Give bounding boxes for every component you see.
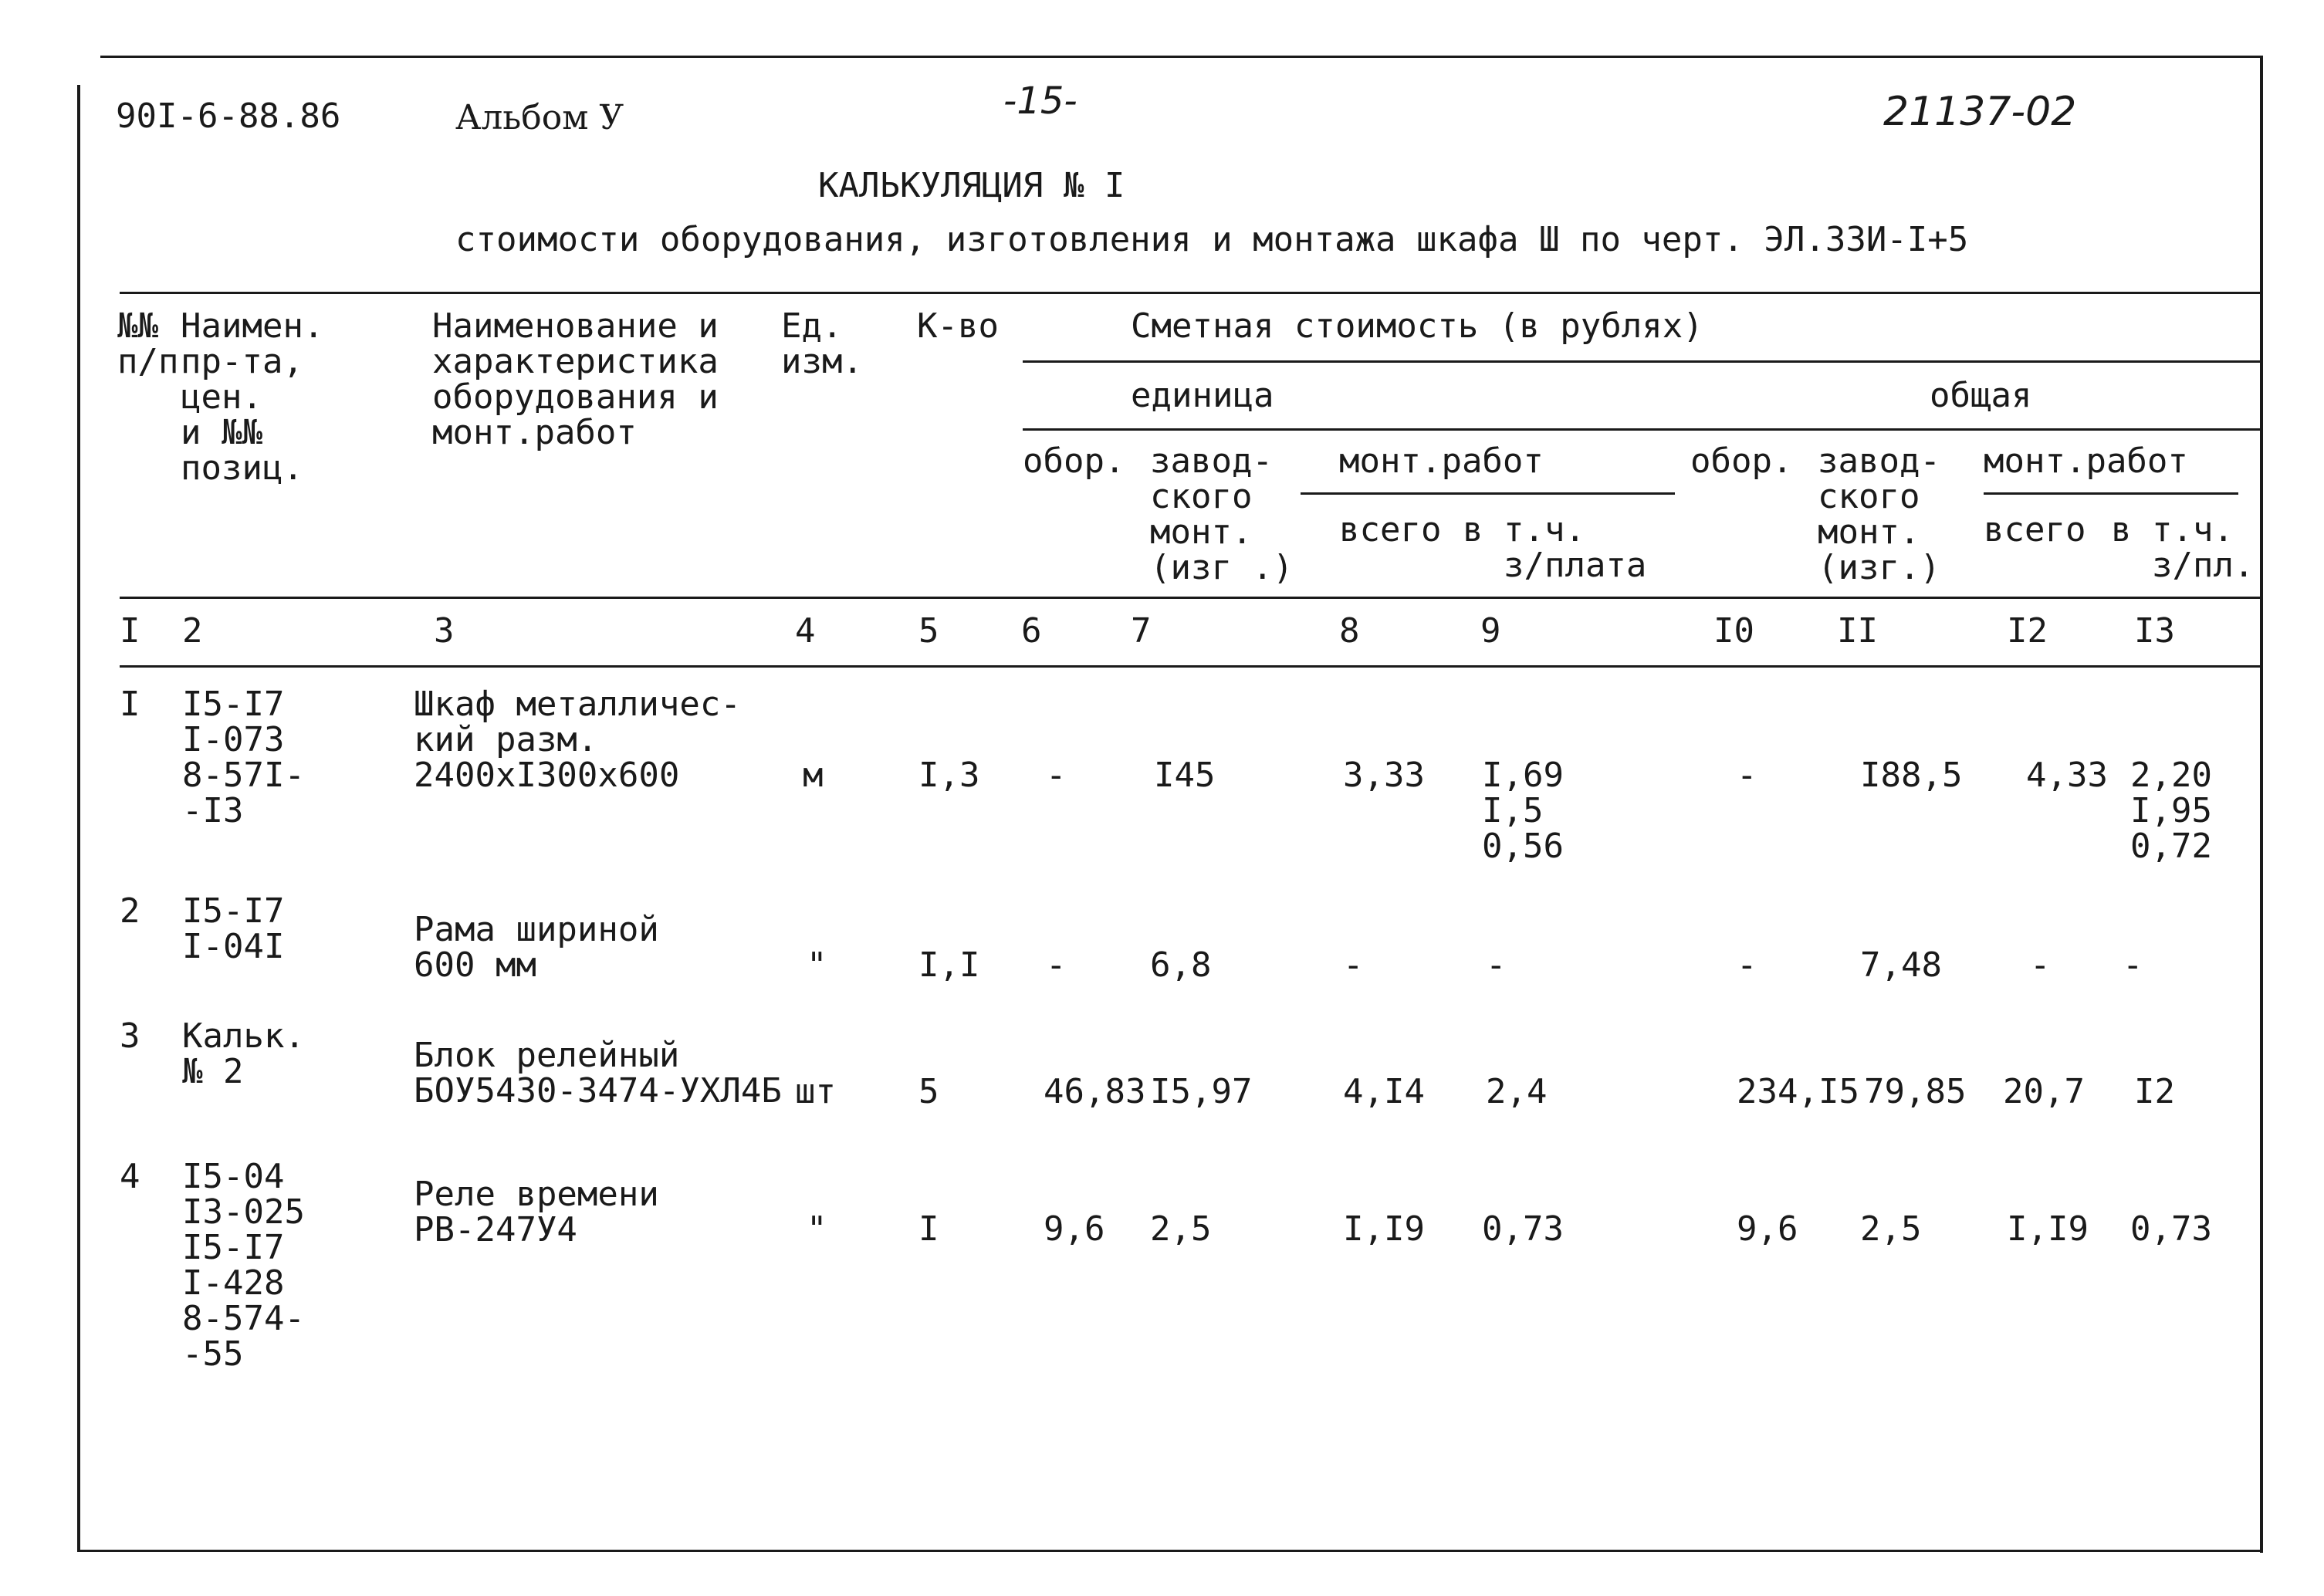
row1-c13: 2,20 I,95 0,72	[2130, 756, 2212, 866]
row2-c12: -	[2030, 945, 2051, 985]
col-num-1: I	[120, 611, 140, 651]
col-header-code: Наимен. пр-та, цен. и №№ позиц.	[181, 306, 324, 488]
unit-total-rule	[1023, 428, 2260, 431]
col-header-vsego-total: всего	[1984, 510, 2086, 549]
col-header-obor-total: обор.	[1690, 441, 1793, 481]
row1-c10: -	[1737, 756, 1757, 795]
row1-c12: 4,33	[2026, 756, 2108, 795]
row4-c13: 0,73	[2130, 1209, 2212, 1249]
frame-top	[100, 56, 2261, 58]
row1-c6: -	[1046, 756, 1067, 795]
row4-c9: 0,73	[1482, 1209, 1564, 1249]
row4-c11: 2,5	[1860, 1209, 1922, 1249]
col-num-13: I3	[2134, 611, 2175, 651]
col-num-4: 4	[795, 611, 816, 651]
row3-c6: 46,83	[1044, 1072, 1146, 1111]
row1-unit: м	[803, 756, 824, 795]
row1-qty: I,3	[918, 756, 980, 795]
frame-right	[2260, 56, 2263, 1553]
calculation-subtitle: стоимости оборудования, изготовления и монтажа шкафа Ш по черт. ЭЛ.33И-I+5	[455, 220, 1969, 259]
row1-name: Шкаф металличес- кий разм. 2400хI300х600	[414, 685, 741, 795]
row2-code: I5-I7 I-04I	[182, 891, 285, 966]
row2-c8: -	[1343, 945, 1364, 985]
col-num-9: 9	[1480, 611, 1501, 651]
row1-code: I5-I7 I-073 8-57I- -I3	[182, 685, 305, 830]
archive-number: 21137-02	[1883, 89, 2077, 135]
row1-c7: I45	[1154, 756, 1216, 795]
col-header-name: Наименование и характеристика оборудования и монт.работ	[432, 306, 719, 452]
frame-left	[77, 85, 80, 1551]
row3-name: Блок релейный БОУ5430-3474-УХЛ4Б	[414, 1036, 782, 1111]
col-header-zavod-total: завод- ского монт. (изг.)	[1818, 441, 1940, 587]
col-num-7: 7	[1131, 611, 1152, 651]
col-header-number: №№ п/п	[117, 306, 179, 381]
row4-c6: 9,6	[1044, 1209, 1105, 1249]
row4-code: I5-04 I3-025 I5-I7 I-428 8-574- -55	[182, 1157, 305, 1374]
col-num-3: 3	[434, 611, 455, 651]
table-top-rule	[120, 292, 2260, 294]
row3-c9: 2,4	[1486, 1072, 1548, 1111]
row3-c10: 234,I5	[1737, 1072, 1859, 1111]
row2-c10: -	[1737, 945, 1757, 985]
row2-name: Рама шириной 600 мм	[414, 910, 659, 985]
col-num-11: II	[1837, 611, 1878, 651]
row1-c11: I88,5	[1860, 756, 1963, 795]
row2-c11: 7,48	[1860, 945, 1942, 985]
row4-qty: I	[918, 1209, 939, 1249]
row2-unit: "	[807, 945, 827, 985]
row1-c9: I,69 I,5 0,56	[1482, 756, 1564, 866]
col-num-8: 8	[1339, 611, 1360, 651]
page-number: -15-	[1003, 79, 1077, 123]
col-num-6: 6	[1021, 611, 1042, 651]
frame-bottom	[77, 1550, 2261, 1552]
row3-unit: шт	[795, 1072, 836, 1111]
col-header-mont-unit: монт.работ	[1339, 441, 1544, 481]
row4-number: 4	[120, 1157, 140, 1196]
row1-c8: 3,33	[1343, 756, 1425, 795]
row3-c11: 79,85	[1864, 1072, 1967, 1111]
row3-number: 3	[120, 1016, 140, 1056]
col-header-zavod-unit: завод- ского монт. (изг .)	[1150, 441, 1294, 587]
col-num-2: 2	[182, 611, 203, 651]
album-label: Альбом У	[455, 98, 624, 137]
row3-c13: I2	[2134, 1072, 2175, 1111]
col-num-12: I2	[2007, 611, 2048, 651]
col-header-mont-total: монт.работ	[1984, 441, 2188, 481]
row4-name: Реле времени РВ-247У4	[414, 1175, 659, 1249]
col-header-vtch-unit: в т.ч. з/плата	[1463, 510, 1647, 585]
row2-c6: -	[1046, 945, 1067, 985]
col-header-total-price: общая	[1930, 376, 2032, 415]
row2-qty: I,I	[918, 945, 980, 985]
col-num-5: 5	[918, 611, 939, 651]
row4-c8: I,I9	[1343, 1209, 1425, 1249]
col-num-10: I0	[1713, 611, 1754, 651]
col-header-unit: Ед. изм.	[781, 306, 863, 381]
cost-header-rule	[1023, 360, 2260, 363]
col-header-vsego-unit: всего	[1339, 510, 1442, 549]
numbers-bottom-rule	[120, 665, 2260, 668]
row3-c12: 20,7	[2003, 1072, 2085, 1111]
row2-c7: 6,8	[1150, 945, 1212, 985]
row4-c7: 2,5	[1150, 1209, 1212, 1249]
row4-c12: I,I9	[2007, 1209, 2089, 1249]
row3-c7: I5,97	[1150, 1072, 1253, 1111]
document-code: 90I-6-88.86	[116, 96, 341, 136]
header-bottom-rule	[120, 597, 2260, 599]
col-header-obor-unit: обор.	[1023, 441, 1125, 481]
row3-qty: 5	[918, 1072, 939, 1111]
col-header-qty: К-во	[917, 306, 999, 346]
col-header-cost: Сметная стоимость (в рублях)	[1131, 306, 1703, 346]
row1-number: I	[120, 685, 140, 724]
mont-rule-unit	[1301, 492, 1675, 495]
col-header-unit-price: единица	[1131, 376, 1274, 415]
row2-number: 2	[120, 891, 140, 931]
col-header-vtch-total: в т.ч. з/пл.	[2111, 510, 2255, 585]
mont-rule-total	[1984, 492, 2238, 495]
row4-unit: "	[807, 1209, 827, 1249]
calculation-title: КАЛЬКУЛЯЦИЯ № I	[818, 166, 1125, 205]
row3-code: Кальк. № 2	[182, 1016, 305, 1091]
row2-c9: -	[1486, 945, 1507, 985]
row4-c10: 9,6	[1737, 1209, 1798, 1249]
row3-c8: 4,I4	[1343, 1072, 1425, 1111]
row2-c13: -	[2123, 945, 2143, 985]
